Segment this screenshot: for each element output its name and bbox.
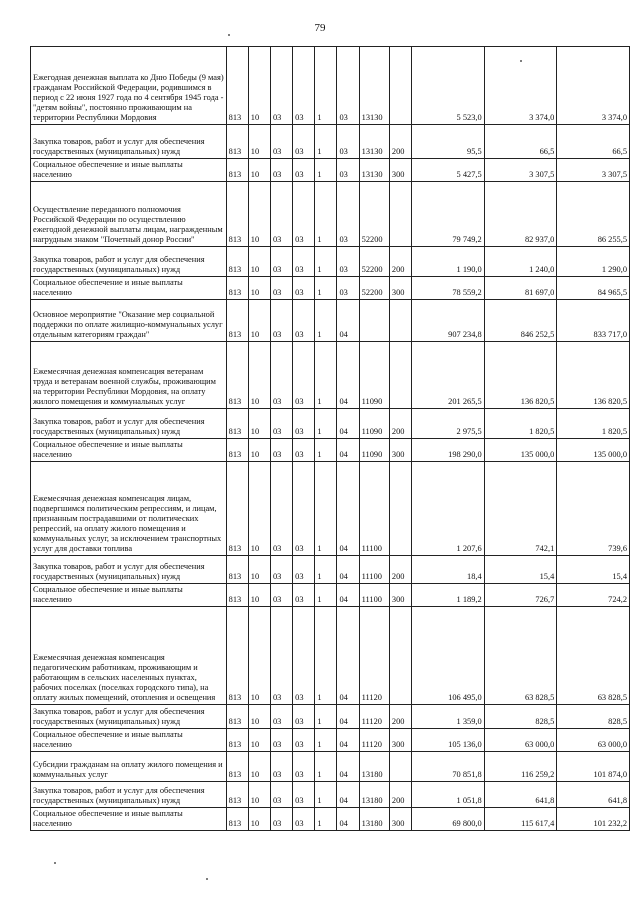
cell-amount-year2: 641,8 — [484, 782, 557, 808]
cell-grbs: 813 — [226, 752, 248, 782]
cell-amount-year1: 18,4 — [412, 556, 485, 584]
cell-grbs: 813 — [226, 729, 248, 752]
cell-grbs: 813 — [226, 782, 248, 808]
cell-subsection: 03 — [270, 462, 292, 556]
cell-amount-year1: 2 975,5 — [412, 409, 485, 439]
cell-direction: 11100 — [359, 584, 389, 607]
cell-direction: 13130 — [359, 125, 389, 159]
cell-amount-year1: 78 559,2 — [412, 277, 485, 300]
cell-event: 04 — [337, 556, 359, 584]
cell-amount-year3: 84 965,5 — [557, 277, 630, 300]
cell-amount-year3: 66,5 — [557, 125, 630, 159]
row-name: Ежемесячная денежная компенсация ветеранам труда и ветеранам военной службы, проживающим на территории Республики Мордовия, на оплату жилого помещения и коммунальных услуг — [31, 342, 227, 409]
cell-subsection: 03 — [270, 159, 292, 182]
cell-program: 03 — [293, 277, 315, 300]
cell-subsection: 03 — [270, 182, 292, 247]
row-name: Социальное обеспечение и иные выплаты населению — [31, 277, 227, 300]
table-row — [31, 808, 630, 831]
cell-subprogram: 1 — [315, 47, 337, 125]
cell-subsection: 03 — [270, 782, 292, 808]
cell-subsection: 03 — [270, 247, 292, 277]
cell-direction: 52200 — [359, 247, 389, 277]
cell-amount-year2: 3 307,5 — [484, 159, 557, 182]
cell-section: 10 — [248, 159, 270, 182]
budget-table — [30, 46, 630, 831]
cell-subsection: 03 — [270, 584, 292, 607]
cell-amount-year1: 70 851,8 — [412, 752, 485, 782]
cell-event: 03 — [337, 247, 359, 277]
cell-section: 10 — [248, 584, 270, 607]
cell-program: 03 — [293, 705, 315, 729]
table-row — [31, 462, 630, 556]
cell-subsection: 03 — [270, 808, 292, 831]
table-row — [31, 409, 630, 439]
cell-amount-year2: 81 697,0 — [484, 277, 557, 300]
row-name: Закупка товаров, работ и услуг для обеспечения государственных (муниципальных) нужд — [31, 409, 227, 439]
cell-section: 10 — [248, 462, 270, 556]
cell-amount-year3: 1 290,0 — [557, 247, 630, 277]
table-row — [31, 607, 630, 705]
cell-expense-type: 200 — [389, 409, 411, 439]
cell-amount-year3: 3 374,0 — [557, 47, 630, 125]
row-name: Закупка товаров, работ и услуг для обеспечения государственных (муниципальных) нужд — [31, 247, 227, 277]
cell-grbs: 813 — [226, 159, 248, 182]
cell-grbs: 813 — [226, 556, 248, 584]
cell-program: 03 — [293, 752, 315, 782]
cell-direction: 13180 — [359, 808, 389, 831]
cell-event: 04 — [337, 705, 359, 729]
cell-section: 10 — [248, 277, 270, 300]
cell-grbs: 813 — [226, 247, 248, 277]
cell-expense-type: 300 — [389, 159, 411, 182]
row-name: Закупка товаров, работ и услуг для обеспечения государственных (муниципальных) нужд — [31, 125, 227, 159]
cell-grbs: 813 — [226, 607, 248, 705]
cell-subsection: 03 — [270, 729, 292, 752]
cell-subprogram: 1 — [315, 277, 337, 300]
cell-amount-year2: 82 937,0 — [484, 182, 557, 247]
cell-amount-year2: 136 820,5 — [484, 342, 557, 409]
cell-section: 10 — [248, 409, 270, 439]
cell-program: 03 — [293, 47, 315, 125]
table-row — [31, 556, 630, 584]
table-row — [31, 705, 630, 729]
cell-amount-year2: 63 828,5 — [484, 607, 557, 705]
cell-subprogram: 1 — [315, 808, 337, 831]
cell-section: 10 — [248, 752, 270, 782]
cell-direction: 11090 — [359, 439, 389, 462]
cell-event: 04 — [337, 342, 359, 409]
table-row — [31, 159, 630, 182]
cell-program: 03 — [293, 342, 315, 409]
cell-event: 04 — [337, 439, 359, 462]
cell-program: 03 — [293, 439, 315, 462]
cell-grbs: 813 — [226, 300, 248, 342]
cell-event: 03 — [337, 277, 359, 300]
cell-amount-year3: 63 828,5 — [557, 607, 630, 705]
cell-grbs: 813 — [226, 439, 248, 462]
row-name: Закупка товаров, работ и услуг для обеспечения государственных (муниципальных) нужд — [31, 705, 227, 729]
scan-speck — [54, 862, 56, 864]
table-row — [31, 439, 630, 462]
cell-amount-year1: 1 189,2 — [412, 584, 485, 607]
cell-grbs: 813 — [226, 462, 248, 556]
cell-section: 10 — [248, 808, 270, 831]
row-name: Социальное обеспечение и иные выплаты населению — [31, 584, 227, 607]
cell-event: 04 — [337, 729, 359, 752]
cell-direction — [359, 300, 389, 342]
cell-subprogram: 1 — [315, 409, 337, 439]
cell-section: 10 — [248, 342, 270, 409]
cell-event: 04 — [337, 808, 359, 831]
cell-grbs: 813 — [226, 705, 248, 729]
table-row — [31, 584, 630, 607]
cell-direction: 11120 — [359, 705, 389, 729]
cell-section: 10 — [248, 300, 270, 342]
cell-direction: 11100 — [359, 462, 389, 556]
cell-section: 10 — [248, 439, 270, 462]
row-name: Ежегодная денежная выплата ко Дню Победы (9 мая) гражданам Российской Федерации, родившимся в период с 22 июня 1927 года по 4 сентября 1945 года - "детям войны", постоянно проживающим на территории Республики Мордовия — [31, 47, 227, 125]
cell-subsection: 03 — [270, 607, 292, 705]
cell-amount-year1: 198 290,0 — [412, 439, 485, 462]
cell-amount-year2: 3 374,0 — [484, 47, 557, 125]
cell-amount-year2: 115 617,4 — [484, 808, 557, 831]
cell-amount-year3: 101 232,2 — [557, 808, 630, 831]
row-name: Социальное обеспечение и иные выплаты населению — [31, 159, 227, 182]
cell-grbs: 813 — [226, 342, 248, 409]
cell-amount-year1: 1 190,0 — [412, 247, 485, 277]
table-row — [31, 125, 630, 159]
cell-subprogram: 1 — [315, 247, 337, 277]
cell-amount-year3: 1 820,5 — [557, 409, 630, 439]
cell-expense-type: 300 — [389, 277, 411, 300]
cell-expense-type: 200 — [389, 125, 411, 159]
table-row — [31, 277, 630, 300]
cell-amount-year2: 15,4 — [484, 556, 557, 584]
row-name: Ежемесячная денежная компенсация педагогическим работникам, проживающим и работающим в сельских населенных пунктах, рабочих поселках (поселках городского типа), на оплату жилых помещений, отопления и освещения — [31, 607, 227, 705]
cell-program: 03 — [293, 584, 315, 607]
row-name: Социальное обеспечение и иные выплаты населению — [31, 439, 227, 462]
cell-program: 03 — [293, 808, 315, 831]
cell-subsection: 03 — [270, 556, 292, 584]
cell-direction: 13180 — [359, 752, 389, 782]
cell-amount-year3: 15,4 — [557, 556, 630, 584]
cell-direction: 13130 — [359, 47, 389, 125]
cell-amount-year2: 1 820,5 — [484, 409, 557, 439]
cell-event: 04 — [337, 300, 359, 342]
cell-amount-year1: 95,5 — [412, 125, 485, 159]
cell-amount-year3: 3 307,5 — [557, 159, 630, 182]
cell-amount-year2: 828,5 — [484, 705, 557, 729]
cell-subprogram: 1 — [315, 182, 337, 247]
cell-amount-year2: 1 240,0 — [484, 247, 557, 277]
cell-amount-year2: 66,5 — [484, 125, 557, 159]
cell-expense-type — [389, 300, 411, 342]
cell-amount-year3: 641,8 — [557, 782, 630, 808]
cell-amount-year2: 63 000,0 — [484, 729, 557, 752]
cell-amount-year3: 101 874,0 — [557, 752, 630, 782]
cell-program: 03 — [293, 782, 315, 808]
cell-amount-year1: 1 051,8 — [412, 782, 485, 808]
cell-amount-year3: 739,6 — [557, 462, 630, 556]
cell-amount-year2: 846 252,5 — [484, 300, 557, 342]
cell-subprogram: 1 — [315, 607, 337, 705]
cell-subprogram: 1 — [315, 342, 337, 409]
cell-expense-type: 300 — [389, 808, 411, 831]
cell-section: 10 — [248, 782, 270, 808]
cell-section: 10 — [248, 556, 270, 584]
cell-amount-year1: 1 359,0 — [412, 705, 485, 729]
cell-expense-type — [389, 182, 411, 247]
cell-program: 03 — [293, 125, 315, 159]
cell-amount-year1: 1 207,6 — [412, 462, 485, 556]
cell-subsection: 03 — [270, 277, 292, 300]
cell-expense-type: 300 — [389, 439, 411, 462]
cell-expense-type — [389, 342, 411, 409]
page-number: 79 — [314, 22, 326, 34]
cell-program: 03 — [293, 556, 315, 584]
table-row — [31, 47, 630, 125]
cell-subprogram: 1 — [315, 462, 337, 556]
table-row — [31, 300, 630, 342]
cell-direction: 13130 — [359, 159, 389, 182]
cell-amount-year1: 907 234,8 — [412, 300, 485, 342]
cell-section: 10 — [248, 47, 270, 125]
cell-amount-year2: 742,1 — [484, 462, 557, 556]
cell-amount-year2: 726,7 — [484, 584, 557, 607]
cell-event: 04 — [337, 782, 359, 808]
table-row — [31, 342, 630, 409]
cell-subprogram: 1 — [315, 782, 337, 808]
cell-amount-year1: 69 800,0 — [412, 808, 485, 831]
cell-program: 03 — [293, 247, 315, 277]
cell-direction: 13180 — [359, 782, 389, 808]
cell-grbs: 813 — [226, 182, 248, 247]
cell-event: 03 — [337, 159, 359, 182]
cell-amount-year3: 135 000,0 — [557, 439, 630, 462]
cell-expense-type: 300 — [389, 584, 411, 607]
cell-amount-year2: 135 000,0 — [484, 439, 557, 462]
table-row — [31, 782, 630, 808]
cell-program: 03 — [293, 607, 315, 705]
cell-expense-type — [389, 607, 411, 705]
cell-subsection: 03 — [270, 300, 292, 342]
cell-expense-type: 300 — [389, 729, 411, 752]
cell-section: 10 — [248, 729, 270, 752]
cell-direction: 11120 — [359, 729, 389, 752]
cell-expense-type: 200 — [389, 556, 411, 584]
cell-amount-year3: 724,2 — [557, 584, 630, 607]
table-row — [31, 247, 630, 277]
cell-subprogram: 1 — [315, 439, 337, 462]
cell-direction: 11090 — [359, 409, 389, 439]
cell-program: 03 — [293, 729, 315, 752]
cell-amount-year3: 833 717,0 — [557, 300, 630, 342]
cell-expense-type: 200 — [389, 782, 411, 808]
table-row — [31, 729, 630, 752]
cell-event: 04 — [337, 607, 359, 705]
cell-grbs: 813 — [226, 409, 248, 439]
cell-subsection: 03 — [270, 125, 292, 159]
cell-event: 04 — [337, 462, 359, 556]
cell-amount-year1: 105 136,0 — [412, 729, 485, 752]
cell-subsection: 03 — [270, 342, 292, 409]
cell-subprogram: 1 — [315, 705, 337, 729]
cell-expense-type: 200 — [389, 247, 411, 277]
cell-direction: 52200 — [359, 182, 389, 247]
cell-expense-type — [389, 47, 411, 125]
cell-grbs: 813 — [226, 277, 248, 300]
budget-table-body — [31, 47, 630, 831]
cell-amount-year3: 136 820,5 — [557, 342, 630, 409]
cell-subprogram: 1 — [315, 159, 337, 182]
cell-subprogram: 1 — [315, 752, 337, 782]
cell-section: 10 — [248, 705, 270, 729]
cell-program: 03 — [293, 300, 315, 342]
cell-amount-year3: 63 000,0 — [557, 729, 630, 752]
cell-program: 03 — [293, 182, 315, 247]
cell-grbs: 813 — [226, 125, 248, 159]
cell-direction: 11090 — [359, 342, 389, 409]
cell-amount-year1: 5 427,5 — [412, 159, 485, 182]
row-name: Закупка товаров, работ и услуг для обеспечения государственных (муниципальных) нужд — [31, 556, 227, 584]
cell-event: 03 — [337, 47, 359, 125]
row-name: Закупка товаров, работ и услуг для обеспечения государственных (муниципальных) нужд — [31, 782, 227, 808]
cell-expense-type: 200 — [389, 705, 411, 729]
cell-subprogram: 1 — [315, 729, 337, 752]
cell-event: 03 — [337, 182, 359, 247]
cell-expense-type — [389, 752, 411, 782]
cell-direction: 52200 — [359, 277, 389, 300]
cell-subprogram: 1 — [315, 125, 337, 159]
cell-program: 03 — [293, 409, 315, 439]
cell-subprogram: 1 — [315, 584, 337, 607]
cell-amount-year1: 5 523,0 — [412, 47, 485, 125]
cell-subsection: 03 — [270, 409, 292, 439]
row-name: Социальное обеспечение и иные выплаты населению — [31, 729, 227, 752]
cell-subsection: 03 — [270, 752, 292, 782]
scan-speck — [206, 878, 208, 880]
table-row — [31, 182, 630, 247]
cell-event: 04 — [337, 584, 359, 607]
scan-speck — [228, 34, 230, 36]
cell-expense-type — [389, 462, 411, 556]
cell-section: 10 — [248, 247, 270, 277]
cell-subsection: 03 — [270, 439, 292, 462]
cell-program: 03 — [293, 462, 315, 556]
cell-subprogram: 1 — [315, 300, 337, 342]
cell-subsection: 03 — [270, 705, 292, 729]
cell-amount-year1: 79 749,2 — [412, 182, 485, 247]
cell-direction: 11100 — [359, 556, 389, 584]
cell-grbs: 813 — [226, 47, 248, 125]
row-name: Субсидии гражданам на оплату жилого помещения и коммунальных услуг — [31, 752, 227, 782]
cell-event: 04 — [337, 752, 359, 782]
row-name: Основное мероприятие "Оказание мер социальной поддержки по оплате жилищно-коммунальных услуг отдельным категориям граждан" — [31, 300, 227, 342]
cell-section: 10 — [248, 607, 270, 705]
scan-speck — [520, 60, 522, 62]
cell-event: 03 — [337, 125, 359, 159]
table-row — [31, 752, 630, 782]
cell-event: 04 — [337, 409, 359, 439]
cell-program: 03 — [293, 159, 315, 182]
row-name: Осуществление переданного полномочия Российской Федерации по осуществлению ежегодной денежной выплаты лицам, награжденным нагрудным знаком "Почетный донор России" — [31, 182, 227, 247]
cell-direction: 11120 — [359, 607, 389, 705]
cell-grbs: 813 — [226, 584, 248, 607]
cell-section: 10 — [248, 182, 270, 247]
cell-subsection: 03 — [270, 47, 292, 125]
cell-amount-year1: 106 495,0 — [412, 607, 485, 705]
cell-amount-year1: 201 265,5 — [412, 342, 485, 409]
cell-section: 10 — [248, 125, 270, 159]
row-name: Социальное обеспечение и иные выплаты населению — [31, 808, 227, 831]
cell-amount-year3: 86 255,5 — [557, 182, 630, 247]
cell-amount-year2: 116 259,2 — [484, 752, 557, 782]
cell-amount-year3: 828,5 — [557, 705, 630, 729]
cell-grbs: 813 — [226, 808, 248, 831]
cell-subprogram: 1 — [315, 556, 337, 584]
row-name: Ежемесячная денежная компенсация лицам, подвергшимся политическим репрессиям, и лицам, признанным пострадавшими от политических репрессий, на оплату жилого помещения и коммунальных услуг, за исключением транспортных услуг для доставки топлива — [31, 462, 227, 556]
